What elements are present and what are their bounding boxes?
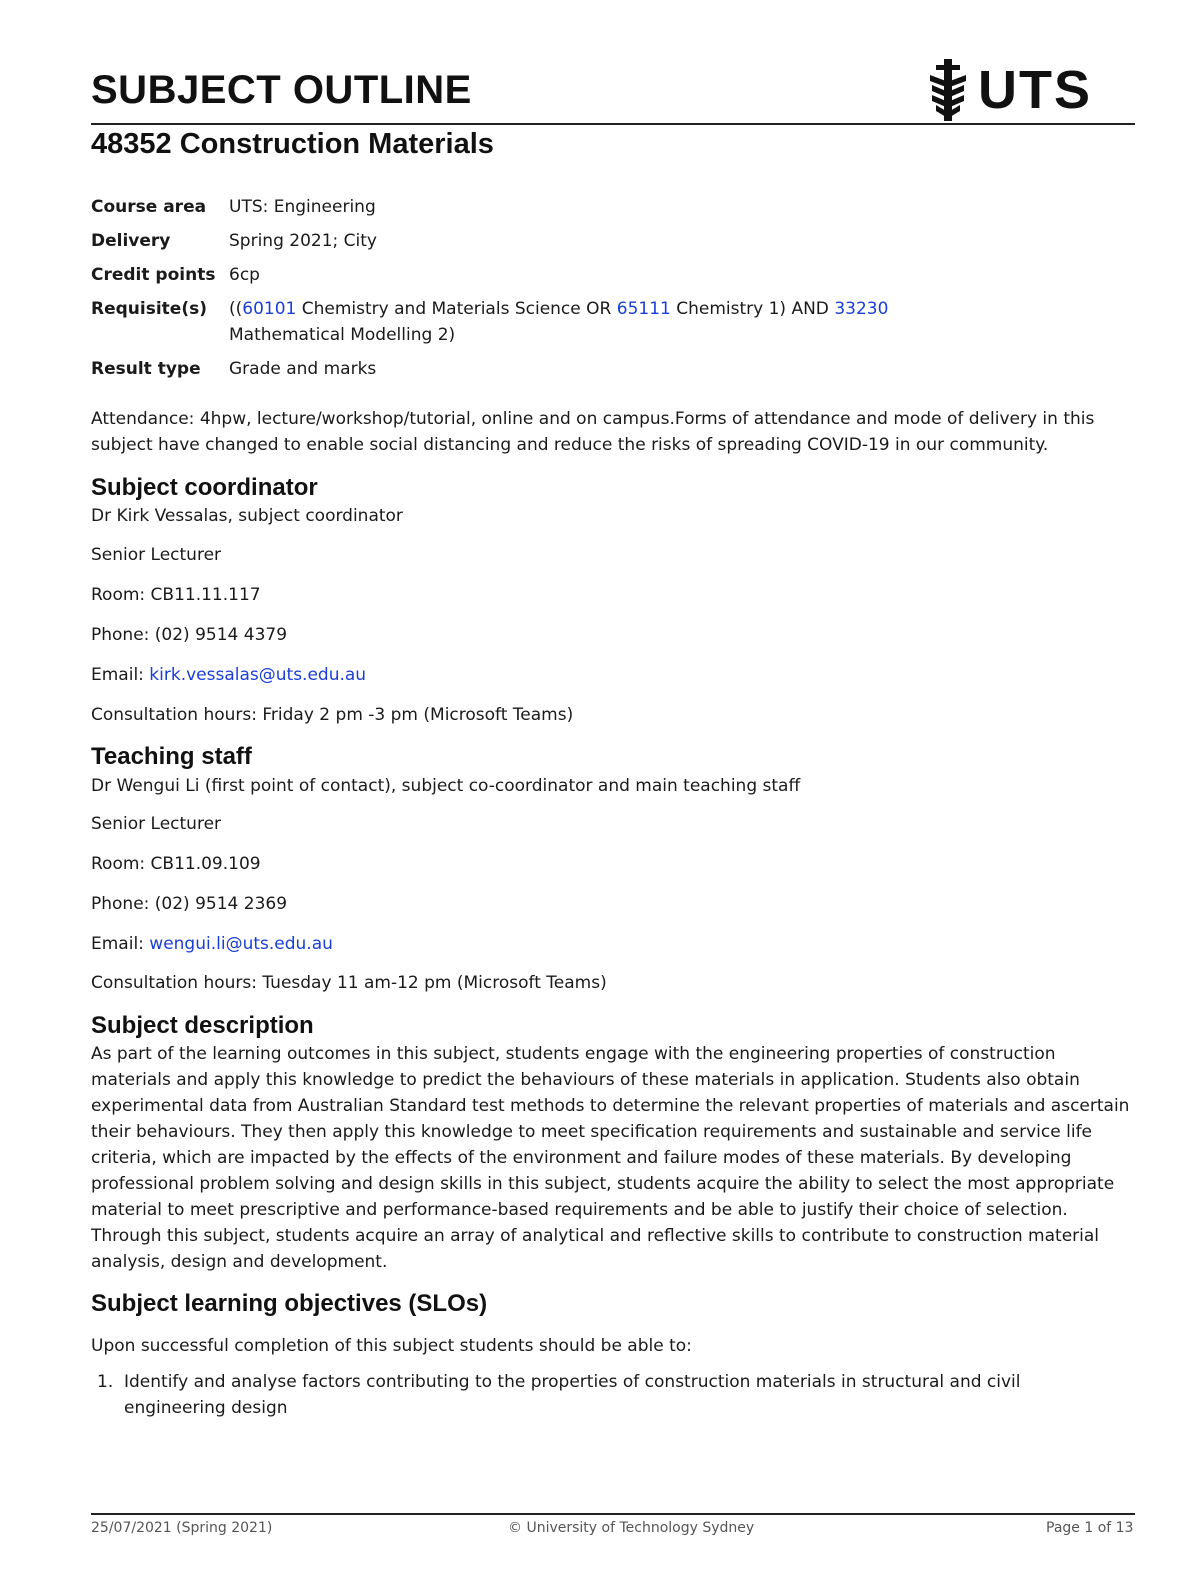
delivery-row xyxy=(91,228,991,254)
slos-intro: Upon successful completion of this subject students should be able to: xyxy=(91,1336,692,1356)
uts-crest-icon xyxy=(926,59,970,121)
result-type-value: Grade and marks xyxy=(229,359,377,379)
attendance-text: Attendance: 4hpw, lecture/workshop/tutorial, online and on campus.Forms of attendance and mode of delivery in this subject have changed to enable social distancing and reduce the risks of spreading COVID-19 in our community. xyxy=(91,409,1095,455)
teaching-staff-phone: Phone: (02) 9514 2369 xyxy=(91,894,288,914)
teaching-staff-name: Dr Wengui Li (first point of contact), subject co-coordinator and main teaching staff xyxy=(91,776,801,796)
teaching-staff-room: Room: CB11.09.109 xyxy=(91,854,261,874)
teaching-staff-email-label: Email: xyxy=(91,934,150,954)
coordinator-heading: Subject coordinator xyxy=(91,474,318,501)
course-area-label: Course area xyxy=(91,197,207,217)
slo-text: Identify and analyse factors contributing to the properties of construction materials in structural and civil engineering design xyxy=(124,1372,1021,1418)
coordinator-room: Room: CB11.11.117 xyxy=(91,585,261,605)
requisites-label: Requisite(s) xyxy=(91,299,207,319)
coordinator-name: Dr Kirk Vessalas, subject coordinator xyxy=(91,506,403,526)
delivery-value: Spring 2021; City xyxy=(229,231,377,251)
document-title: SUBJECT OUTLINE xyxy=(91,68,472,112)
coordinator-email-link[interactable]: kirk.vessalas@uts.edu.au xyxy=(149,665,367,685)
req-text-2: Chemistry 1) AND xyxy=(670,299,835,319)
requisite-link-65111[interactable]: 65111 xyxy=(616,299,671,319)
description-text: As part of the learning outcomes in this subject, students engage with the engineering properties of construction materials and apply this knowledge to predict the behaviours of these materials in application. Students also obtain experimental data from Australian Standard test methods to determine the relevant properties of materials and ascertain their behaviours. They then apply this knowledge to meet specification requirements and sustainable and service life criteria, which are impacted by the effects of the environment and failure modes of these materials. By developing professional problem solving and design skills in this subject, students acquire the ability to select the most appropriate material to meet prescriptive and performance-based requirements and be able to justify their choice of selection. Through this subject, students acquire an array of analytical and reflective skills to contribute to construction material analysis, design and development. xyxy=(91,1044,1130,1272)
slo-item xyxy=(91,1369,1091,1421)
teaching-staff-email-line xyxy=(91,932,333,956)
uts-logo xyxy=(926,58,1092,122)
requisites-value xyxy=(229,296,991,348)
header-divider xyxy=(91,123,1135,125)
subject-info-table xyxy=(91,194,991,390)
footer-copyright: © University of Technology Sydney xyxy=(508,1520,755,1536)
req-open: (( xyxy=(229,299,243,319)
coordinator-email-label: Email: xyxy=(91,665,150,685)
coordinator-phone: Phone: (02) 9514 4379 xyxy=(91,625,288,645)
delivery-label: Delivery xyxy=(91,231,171,251)
credit-points-label: Credit points xyxy=(91,265,216,285)
footer-date: 25/07/2021 (Spring 2021) xyxy=(91,1520,273,1536)
description-heading: Subject description xyxy=(91,1012,314,1039)
coordinator-position: Senior Lecturer xyxy=(91,545,222,565)
subject-title: 48352 Construction Materials xyxy=(91,128,494,160)
result-type-row xyxy=(91,356,991,382)
result-type-label: Result type xyxy=(91,359,201,379)
footer-page-number: Page 1 of 13 xyxy=(1046,1520,1134,1536)
requisite-link-33230[interactable]: 33230 xyxy=(834,299,889,319)
credit-points-row xyxy=(91,262,991,288)
teaching-staff-consultation: Consultation hours: Tuesday 11 am-12 pm (Microsoft Teams) xyxy=(91,973,607,993)
coordinator-email-line xyxy=(91,663,366,687)
footer-divider xyxy=(91,1513,1135,1515)
requisite-link-60101[interactable]: 60101 xyxy=(242,299,297,319)
requisites-row xyxy=(91,296,991,348)
logo-text: UTS xyxy=(978,60,1092,120)
course-area-value: UTS: Engineering xyxy=(229,197,376,217)
teaching-staff-email-link[interactable]: wengui.li@uts.edu.au xyxy=(149,934,333,954)
slo-number: 1. xyxy=(97,1372,114,1392)
req-text-3: Mathematical Modelling 2) xyxy=(229,325,456,345)
slos-heading: Subject learning objectives (SLOs) xyxy=(91,1290,488,1317)
teaching-staff-position: Senior Lecturer xyxy=(91,814,222,834)
req-text-1: Chemistry and Materials Science OR xyxy=(296,299,617,319)
credit-points-value: 6cp xyxy=(229,265,260,285)
teaching-staff-heading: Teaching staff xyxy=(91,743,252,770)
coordinator-consultation: Consultation hours: Friday 2 pm -3 pm (Microsoft Teams) xyxy=(91,705,574,725)
course-area-row xyxy=(91,194,991,220)
